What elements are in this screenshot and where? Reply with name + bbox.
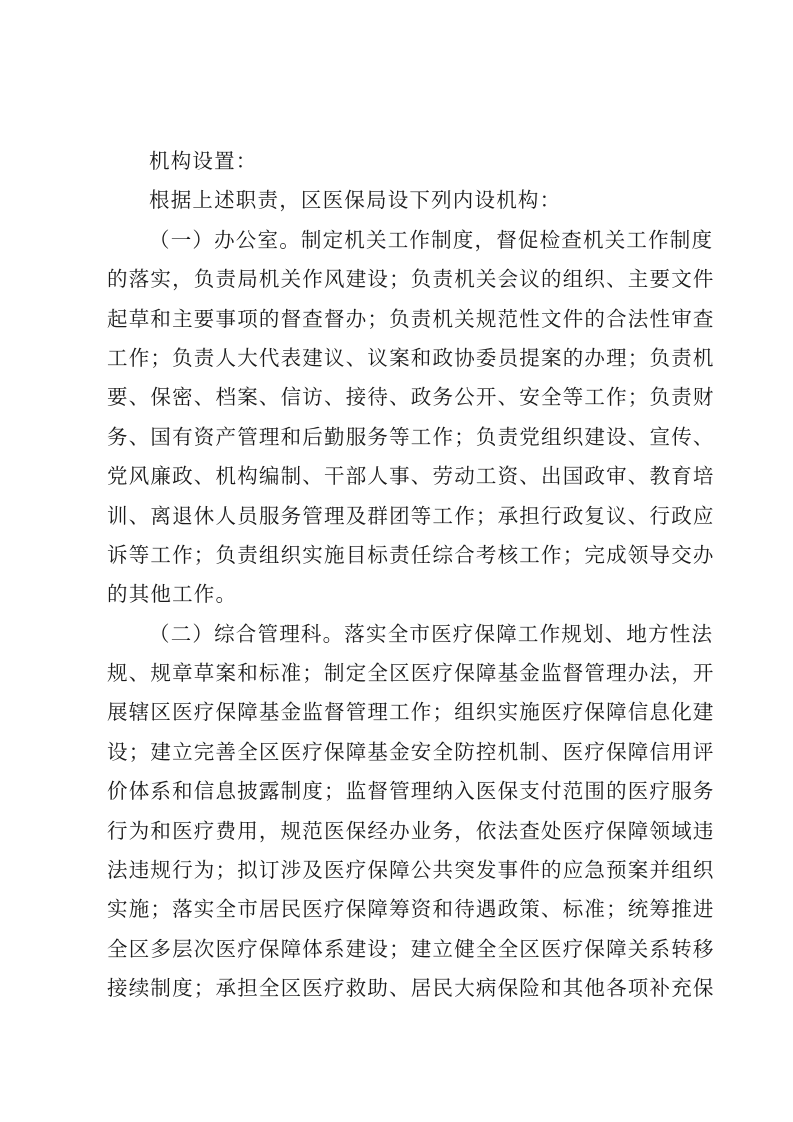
paragraph-line: 务、国有资产管理和后勤服务等工作；负责党组织建设、宣传、 [107, 424, 715, 449]
section-title: 机构设置： [149, 149, 258, 173]
document-body [107, 142, 715, 1009]
paragraph-line: 接续制度；承担全区医疗救助、居民大病保险和其他各项补充保 [107, 976, 715, 1001]
paragraph-line: 工作；负责人大代表建议、议案和政协委员提案的办理；负责机 [107, 345, 715, 370]
paragraph-line: 的其他工作。 [107, 582, 238, 607]
paragraph-line: 设；建立完善全区医疗保障基金安全防控机制、医疗保障信用评 [107, 739, 715, 764]
paragraph-line: 诉等工作；负责组织实施目标责任综合考核工作；完成领导交办 [107, 542, 715, 567]
paragraph-line: 价体系和信息披露制度；监督管理纳入医保支付范围的医疗服务 [107, 779, 715, 804]
paragraph-office [107, 221, 715, 615]
paragraph-line: （二）综合管理科。落实全市医疗保障工作规划、地方性法 [149, 621, 714, 646]
paragraph-line: 的落实，负责局机关作风建设；负责机关会议的组织、主要文件 [107, 267, 715, 292]
paragraph-line: 要、保密、档案、信访、接待、政务公开、安全等工作；负责财 [107, 385, 715, 410]
intro-line: 根据上述职责，区医保局设下列内设机构： [149, 188, 562, 213]
paragraph-line: 展辖区医疗保障基金监督管理工作；组织实施医疗保障信息化建 [107, 700, 715, 725]
paragraph-line: 行为和医疗费用，规范医保经办业务，依法查处医疗保障领域违 [107, 818, 715, 843]
paragraph-line: 全区多层次医疗保障体系建设；建立健全全区医疗保障关系转移 [107, 936, 715, 961]
paragraph-line: 实施；落实全市居民医疗保障筹资和待遇政策、标准；统筹推进 [107, 897, 715, 922]
paragraph-line: 规、规章草案和标准；制定全区医疗保障基金监督管理办法，开 [107, 661, 715, 686]
paragraph-line: 党风廉政、机构编制、干部人事、劳动工资、出国政审、教育培 [107, 464, 715, 489]
paragraph-line: （一）办公室。制定机关工作制度，督促检查机关工作制度 [149, 227, 714, 252]
paragraph-line: 起草和主要事项的督查督办；负责机关规范性文件的合法性审查 [107, 306, 715, 331]
paragraph-general-management [107, 615, 715, 1009]
paragraph-line: 训、离退休人员服务管理及群团等工作；承担行政复议、行政应 [107, 503, 715, 528]
paragraph-line: 法违规行为；拟订涉及医疗保障公共突发事件的应急预案并组织 [107, 858, 715, 883]
